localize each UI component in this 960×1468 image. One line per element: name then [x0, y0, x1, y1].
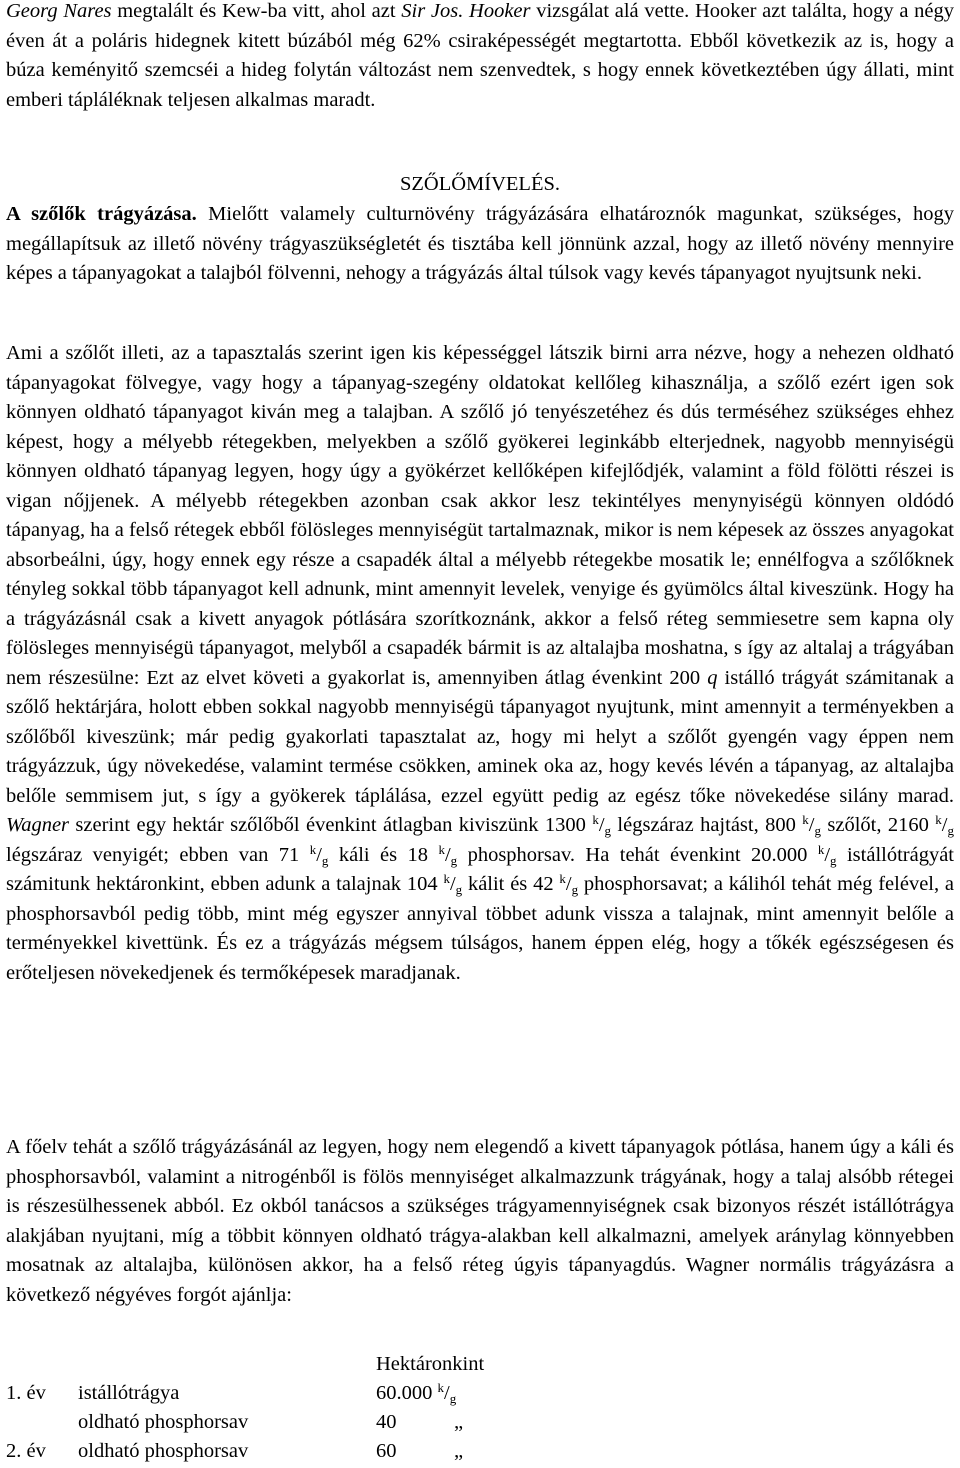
unit-den: g	[947, 823, 954, 838]
ditto-mark: „	[454, 1440, 464, 1462]
unit-kg	[592, 814, 611, 836]
unit-den: g	[449, 1391, 457, 1406]
unit-num: k	[309, 841, 317, 857]
unit-num: k	[817, 841, 825, 857]
paragraph-intro	[6, 0, 954, 115]
amount-cell	[376, 1379, 456, 1409]
unit-num: k	[592, 812, 599, 827]
person-name: Wagner	[6, 814, 70, 836]
text-run: szerint egy hektár szőlőből évenkint átlagban kiviszünk 1300	[69, 814, 593, 836]
unit-den: g	[321, 852, 329, 868]
text-run: megtalált és Kew-ba vitt, ahol azt	[111, 0, 402, 22]
unit-num: k	[438, 841, 445, 857]
unit-den: g	[571, 882, 579, 897]
amount-value: 60.000	[376, 1382, 433, 1404]
section-heading: SZŐLŐMÍVELÉS.	[399, 173, 560, 195]
unit-slash: /	[449, 873, 456, 895]
unit-slash: /	[941, 814, 948, 836]
fertilizer-cell: oldható phosphorsav	[78, 1440, 249, 1462]
subheading: A szőlők trágyázása.	[6, 203, 197, 225]
unit-den: g	[830, 852, 837, 868]
text-run: légszáraz hajtást, 800	[611, 814, 803, 836]
unit-num: k	[437, 1380, 444, 1395]
year-cell: 1. év	[6, 1382, 46, 1404]
unit-kg	[802, 814, 821, 836]
unit-den: g	[450, 852, 458, 868]
fertilizer-cell: istállótrágya	[78, 1382, 180, 1404]
paragraph-vine	[6, 339, 954, 988]
unit-kg	[443, 873, 462, 895]
text-run: istállótrágyát számitunk hektáronkint, ebben adunk a talajnak 104	[6, 843, 954, 895]
unit-q: q	[707, 666, 718, 689]
amount-cell: 60	[376, 1440, 397, 1462]
text-run: Mielőtt valamely culturnövény trágyázására elhatároznók magunkat, szükséges, hogy megállapítsuk az illető növény trágyaszükségletét és tisztába kell jönnünk azzal, hogy az illető növény mennyire képes a tápanyagokat a talajból fölvenni, nehogy a trágyázás által túlsok vagy kevés tápanyagot nyujtsunk neki.	[6, 203, 954, 284]
text-run: kálit és 42	[462, 873, 560, 895]
year-cell: 2. év	[6, 1440, 46, 1462]
text-run: istálló trágyát számitanak a szőlő hektárjára, holott ebben sokkal nagyobb mennyiségü tápanyagot nyujtunk, mint amennyit a terményekben a szőlőből kiveszünk; már pedig gyakorlati tapasztalat az, hogy mi helyt a szőlőt gyengén vagy éppen nem trágyázzuk, úgy növekedése, valamint termése csökken, aminek oka az, hogy kevés lévén a tápanyag, az altalajba belőle semmisem jut, s így a gyökerek táplálása, ezzel együtt pedig az egész tőke növekedése silány marad.	[6, 666, 954, 807]
unit-slash: /	[565, 873, 572, 895]
unit-num: k	[443, 871, 450, 886]
text-run: phosphorsavat; a kálihól tehát még felével, a phosphorsavból pedig több, mint még egyszer annyival többet adunk vissza a talajnak, mint amennyit belőle a terményekkel kivettünk. És ez a trágyázás mégsem túlságos, hanem éppen elég, hogy a tőkék egészségesen és erőteljesen növekedjenek és termőképesek maradjanak.	[6, 873, 955, 984]
unit-den: g	[604, 823, 612, 838]
unit-num: k	[802, 812, 809, 827]
unit-slash: /	[598, 814, 605, 836]
text-run: phosphorsav. Ha tehát évenkint 20.000	[457, 843, 818, 866]
unit-den: g	[455, 882, 463, 897]
unit-kg	[438, 841, 458, 868]
unit-kg	[309, 841, 329, 868]
paragraph-principle: A főelv tehát a szőlő trágyázásánál az legyen, hogy nem elegendő a kivett tápanyagok pótlása, hanem úgy a káli és phosphorsavból, valamint a nitrogénből is fölös mennyiséget alkalmazzunk trágyának, hogy a talaj alsóbb rétegei is részesülhessenek abból. Ez okból tanácsos a szükséges trágyamennyiségnek csak bizonyos részét istállótrágya alakjában nyujtani, míg a többit könnyen oldható trágya-alakban kell alkalmazni, amelyek aránylag könnyebben mosatnak az altalajba, különösen akkor, ha a felső réteg úgyis tápanyagdús. Wagner normális trágyázásra a következő négyéves forgót ajánlja:	[6, 1136, 954, 1306]
text-run: légszáraz venyigét; ebben van 71	[6, 843, 310, 866]
unit-num: k	[935, 812, 942, 827]
unit-slash: /	[444, 1382, 450, 1404]
unit-den: g	[814, 823, 821, 838]
unit-slash: /	[444, 843, 451, 866]
unit-kg	[935, 814, 954, 836]
table-header: Hektáronkint	[376, 1353, 485, 1375]
text-run: Ami a szőlőt illeti, az a tapasztalás szerint igen kis képességgel látszik birni arra nézve, hogy a nehezen oldható tápanyagokat fölvegye, vagy hogy a tápanyag-szegény oldatokat kellőleg kihasználja, a szőlő ezért igen sok könnyen oldható tápanyagot kiván meg a talajban. A szőlő jó tenyészetéhez és dús terméséhez szükséges ehhez képest, hogy a mélyebb rétegekben, melyekben a szőlő gyökerei leginkább elterjednek, nagyobb mennyiségü könnyen oldható tápanyag legyen, hogy úgy a gyökérzet kellőképen kifejlődjék, valamint a föld fölötti részei is vigan nőjjenek. A mélyebb rétegekben azonban csak akkor lesz tekintélyes menynyiségü könnyen oldódó tápanyag, ha a felső rétegek ebből fölösleges mennyiségüt tartalmaznak, mikor is nem képesek az összes anyagokat absorbeálni, úgy, hogy ennek egy része a csapadék által a mélyebb rétegekbe mosatik le; ennélfogva a szőlőknek tényleg sokkal több tápanyagot kell adnunk, mint amennyit levelek, venyige és gyümölcs által kiveszünk. Hogy ha a trágyázásnál csak a kivett anyagok pótlására szorítkoznánk, akkor a felső réteg semmiesetre sem kapna oly fölösleges mennyiségü tápanyagot, melyből a csapadék bármit is az altalajba moshatna, s így az altalaj a trágyában nem részesülne: Ezt az elvet követi a gyakorlat is, amennyiben átlag évenkint 200	[6, 342, 954, 689]
unit-slash: /	[808, 814, 815, 836]
ditto-mark: „	[454, 1411, 464, 1433]
text-run: szőlőt, 2160	[820, 814, 936, 836]
unit-kg	[559, 873, 578, 895]
person-name: Georg Nares	[6, 0, 112, 22]
fertilizer-cell: oldható phosphorsav	[78, 1411, 249, 1433]
unit-slash: /	[824, 843, 831, 866]
unit-num: k	[559, 871, 566, 886]
text-run: káli és 18	[328, 843, 439, 866]
unit-slash: /	[316, 843, 322, 866]
text-run: vizsgálat alá vette. Hooker azt találta, hogy a négy éven át a poláris hidegnek kitett búzából még 62% csiraképességét megtartotta. Ebből következik az is, hogy a búza keményitő szemcséi a hideg folytán változást nem szenvedtek, s hogy ennek következtében úgy állati, mint emberi tápláléknak teljesen alkalmas maradt.	[6, 0, 954, 111]
unit-kg	[817, 841, 837, 868]
person-name: Sir Jos. Hooker	[401, 0, 531, 22]
paragraph-fertilizing	[6, 200, 954, 289]
amount-cell: 40	[376, 1411, 397, 1433]
